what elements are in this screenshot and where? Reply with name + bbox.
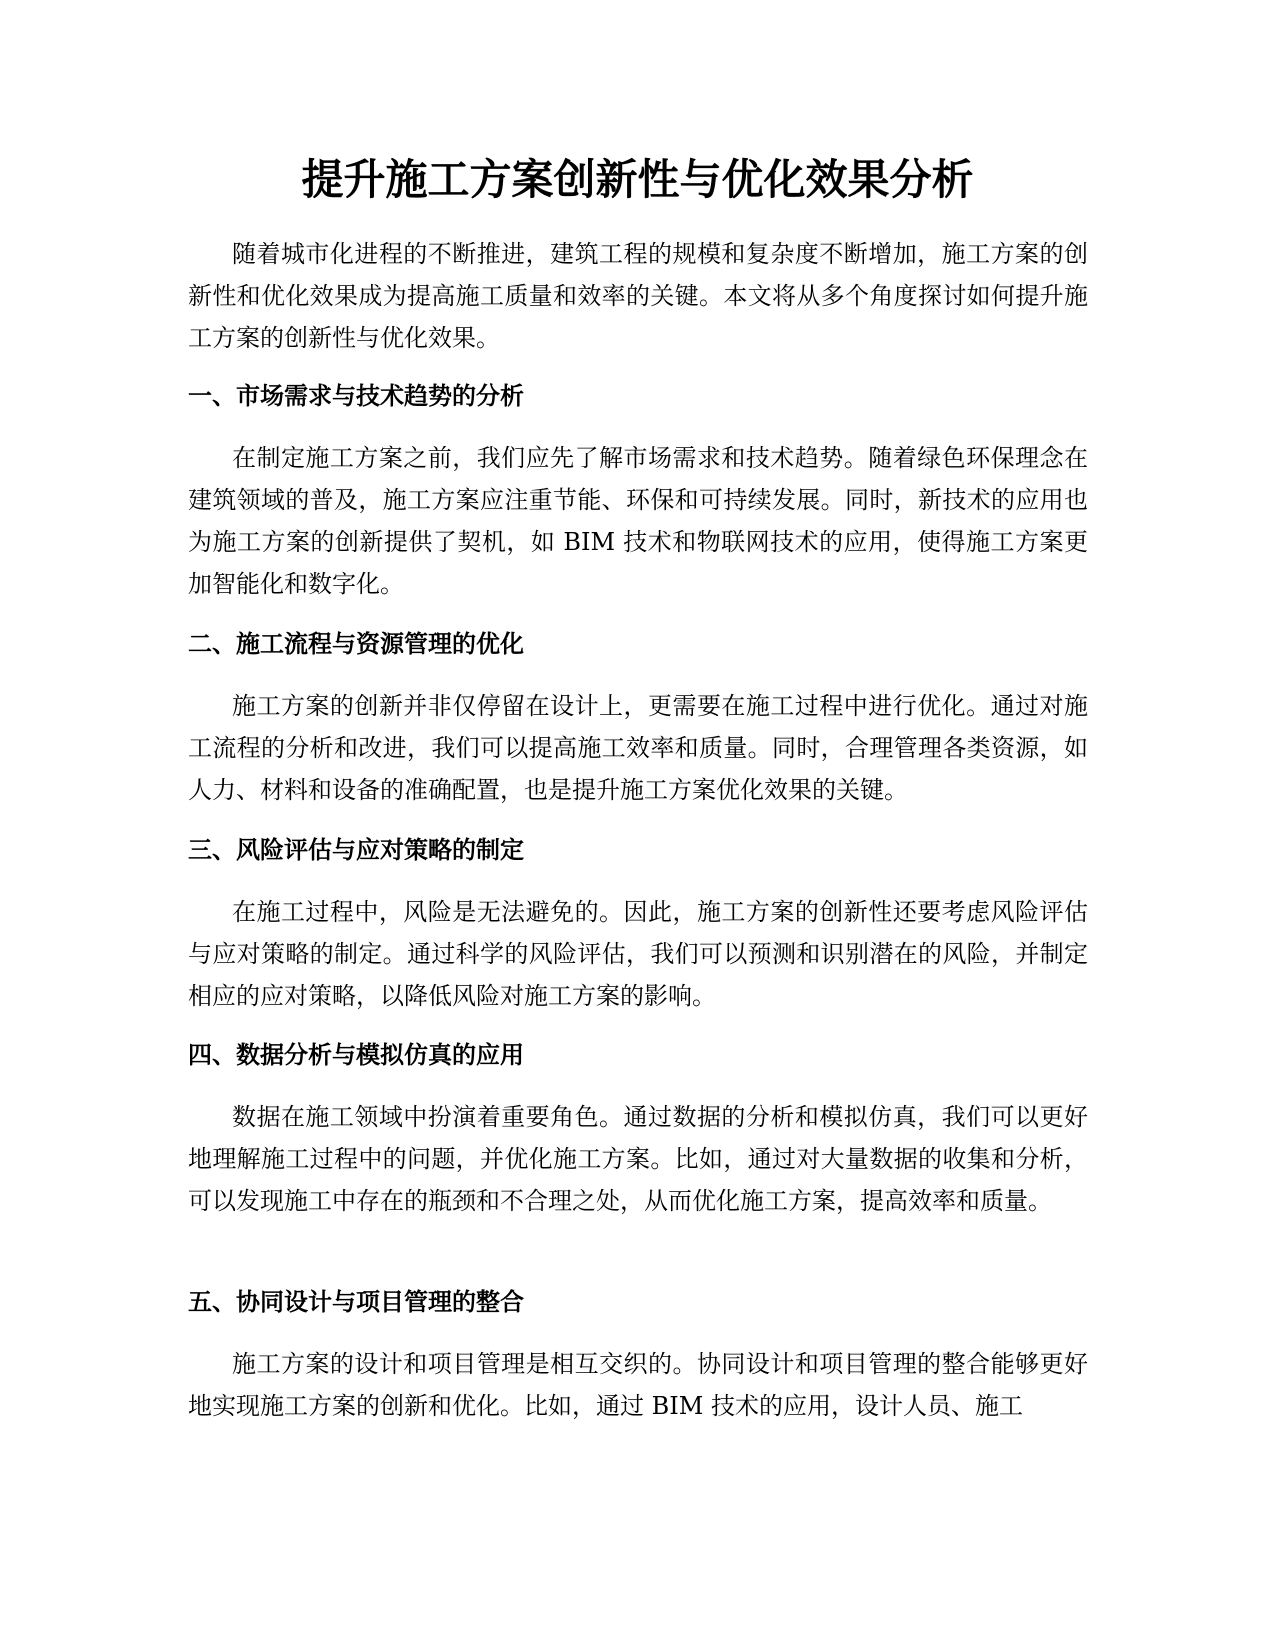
- intro-paragraph: 随着城市化进程的不断推进，建筑工程的规模和复杂度不断增加，施工方案的创新性和优化效果成为提高施工质量和效率的关键。本文将从多个角度探讨如何提升施工方案的创新性与优化效果。: [188, 240, 1088, 352]
- document-title: 提升施工方案创新性与优化效果分析: [301, 155, 974, 204]
- section-5-paragraph: 施工方案的设计和项目管理是相互交织的。协同设计和项目管理的整合能够更好地实现施工方案的创新和优化。比如，通过 BIM 技术的应用，设计人员、施工: [188, 1350, 1088, 1420]
- section-3-paragraph: 在施工过程中，风险是无法避免的。因此，施工方案的创新性还要考虑风险评估与应对策略的制定。通过科学的风险评估，我们可以预测和识别潜在的风险，并制定相应的应对策略，以降低风险对施工方案的影响。: [188, 898, 1088, 1010]
- section-2-heading: 二、施工流程与资源管理的优化: [188, 630, 524, 658]
- section-5-heading: 五、协同设计与项目管理的整合: [188, 1288, 524, 1316]
- section-2-paragraph: 施工方案的创新并非仅停留在设计上，更需要在施工过程中进行优化。通过对施工流程的分析和改进，我们可以提高施工效率和质量。同时，合理管理各类资源，如人力、材料和设备的准确配置，也是提升施工方案优化效果的关键。: [188, 692, 1088, 804]
- section-4-paragraph: 数据在施工领域中扮演着重要角色。通过数据的分析和模拟仿真，我们可以更好地理解施工过程中的问题，并优化施工方案。比如，通过对大量数据的收集和分析，可以发现施工中存在的瓶颈和不合理之处，从而优化施工方案，提高效率和质量。: [188, 1103, 1088, 1215]
- section-1-paragraph: 在制定施工方案之前，我们应先了解市场需求和技术趋势。随着绿色环保理念在建筑领域的普及，施工方案应注重节能、环保和可持续发展。同时，新技术的应用也为施工方案的创新提供了契机，如 BIM 技术和物联网技术的应用，使得施工方案更加智能化和数字化。: [188, 444, 1088, 598]
- section-1-heading: 一、市场需求与技术趋势的分析: [188, 382, 524, 410]
- section-3-heading: 三、风险评估与应对策略的制定: [188, 836, 524, 864]
- section-4-heading: 四、数据分析与模拟仿真的应用: [188, 1041, 524, 1069]
